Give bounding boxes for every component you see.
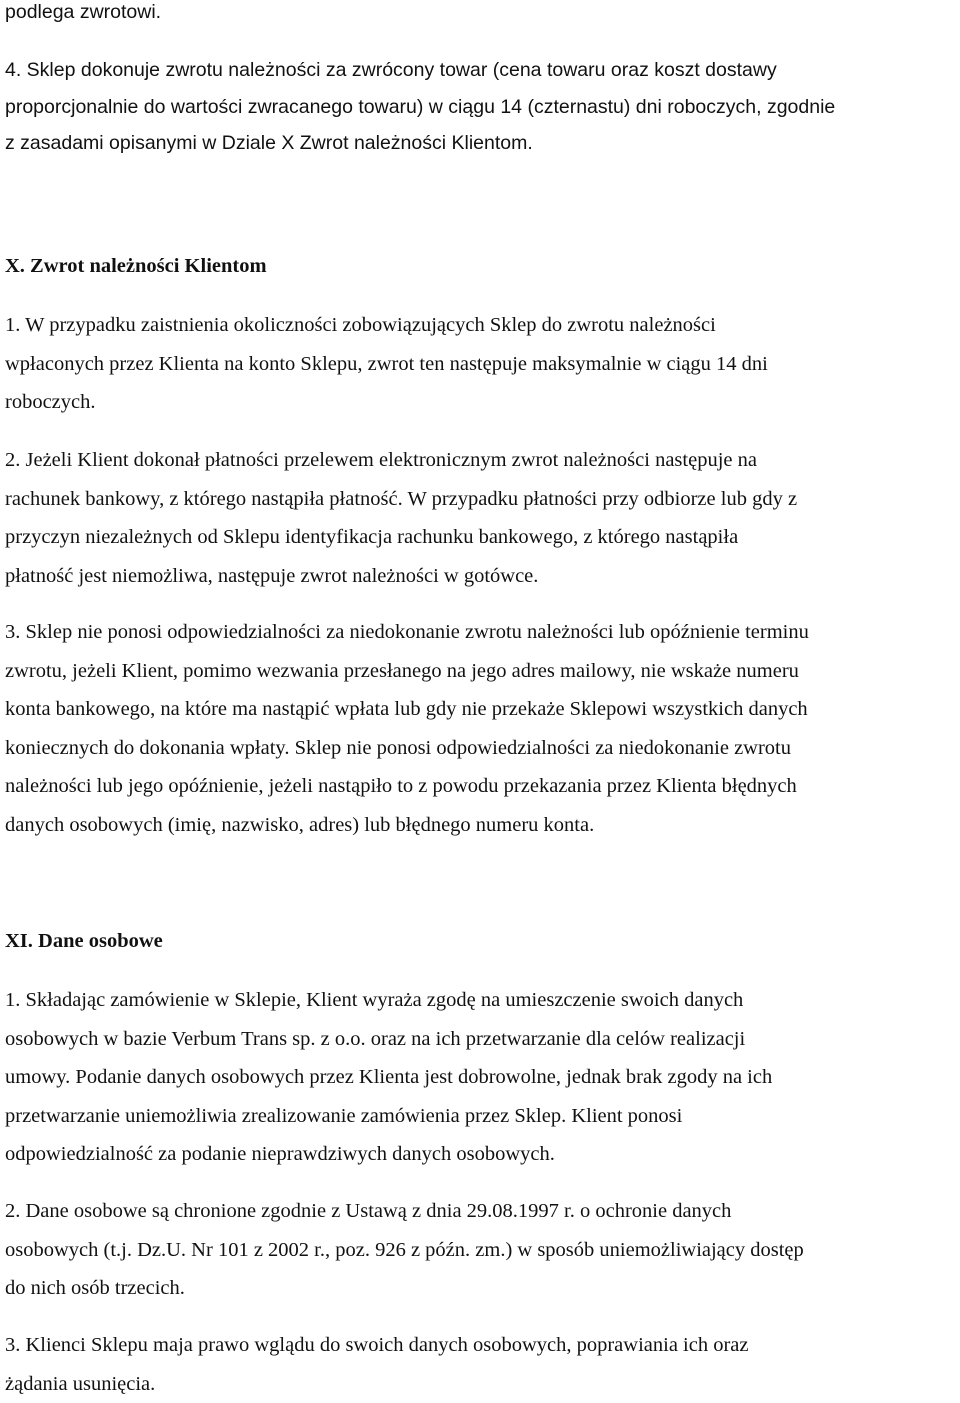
section-xi-paragraph-2: 2. Dane osobowe są chronione zgodnie z Ustawą z dnia 29.08.1997 r. o ochronie danych osobowych (t.j. Dz.U. Nr 101 z 2002 r., poz. 926 z późn. zm.) w sposób uniemożliwiający dostęp do nich osób trzecich. xyxy=(5,1200,804,1299)
section-xi-paragraph-3: 3. Klienci Sklepu maja prawo wglądu do swoich danych osobowych, poprawiania ich oraz żądania usunięcia. xyxy=(5,1334,749,1395)
section-xi-heading: XI. Dane osobowe xyxy=(5,930,163,952)
section-x-paragraph-1: 1. W przypadku zaistnienia okoliczności zobowiązujących Sklep do zwrotu należności wpłaconych przez Klienta na konto Sklepu, zwrot ten następuje maksymalnie w ciągu 14 dni roboczych. xyxy=(5,314,768,413)
section-x-paragraph-3: 3. Sklep nie ponosi odpowiedzialności za niedokonanie zwrotu należności lub opóźnienie terminu zwrotu, jeżeli Klient, pomimo wezwania przesłanego na jego adres mailowy, nie wskaże numeru konta bankowego, na które ma nastąpić wpłata lub gdy nie przekaże Sklepowi wszystkich danych koniecznych do dokonania wpłaty. Sklep nie ponosi odpowiedzialności za niedokonanie zwrotu należności lub jego opóźnienie, jeżeli nastąpiło to z powodu przekazania przez Klienta błędnych danych osobowych (imię, nazwisko, adres) lub błędnego numeru konta. xyxy=(5,621,809,836)
section-xi-paragraph-1: 1. Składając zamówienie w Sklepie, Klient wyraża zgodę na umieszczenie swoich danych osobowych w bazie Verbum Trans sp. z o.o. oraz na ich przetwarzanie dla celów realizacji umowy. Podanie danych osobowych przez Klienta jest dobrowolne, jednak brak zgody na ich przetwarzanie uniemożliwia zrealizowanie zamówienia przez Sklep. Klient ponosi odpowiedzialność za podanie nieprawdziwych danych osobowych. xyxy=(5,989,773,1165)
continuation-text: podlega zwrotowi. xyxy=(5,1,162,23)
section-x-paragraph-2: 2. Jeżeli Klient dokonał płatności przelewem elektronicznym zwrot należności następuje na rachunek bankowy, z którego nastąpiła płatność. W przypadku płatności przy odbiorze lub gdy z przyczyn niezależnych od Sklepu identyfikacja rachunku bankowego, z którego nastąpiła płatność jest niemożliwa, następuje zwrot należności w gotówce. xyxy=(5,449,798,587)
section-x-heading: X. Zwrot należności Klientom xyxy=(5,255,267,277)
paragraph-4: 4. Sklep dokonuje zwrotu należności za zwrócony towar (cena towaru oraz koszt dostawy proporcjonalnie do wartości zwracanego towaru) w ciągu 14 (czternastu) dni roboczych, zgodnie z zasadami opisanymi w Dziale X Zwrot należności Klientom. xyxy=(5,59,836,155)
